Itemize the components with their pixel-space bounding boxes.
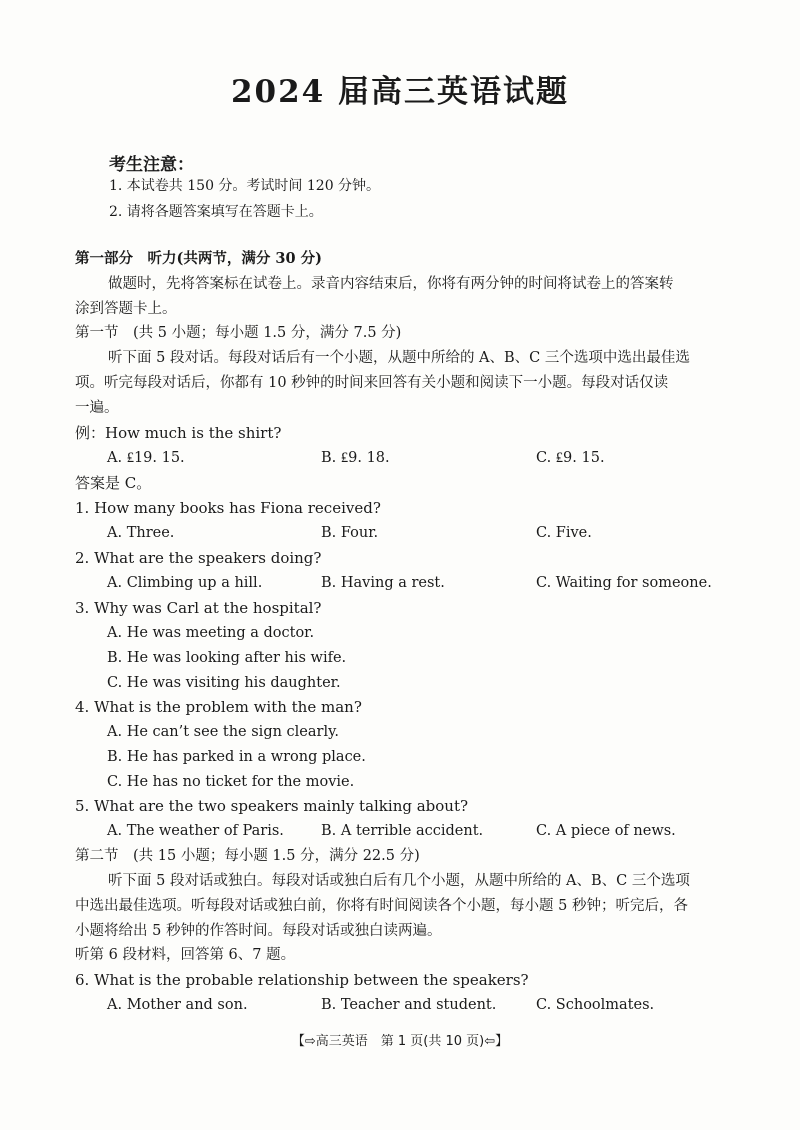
part1-intro-line1: 做题时，先将答案标在试卷上。录音内容结束后，你将有两分钟的时间将试卷上的答案转	[108, 276, 674, 292]
example-option-b: B. ₤9. 18.	[321, 450, 390, 466]
q3-option-a: A. He was meeting a doctor.	[107, 625, 315, 641]
q3-option-c: C. He was visiting his daughter.	[107, 675, 341, 691]
q2-option-c: C. Waiting for someone.	[536, 575, 712, 591]
question-5: 5. What are the two speakers mainly talking about?	[75, 797, 469, 815]
notice-item-2: 2. 请将各题答案填写在答题卡上。	[109, 204, 323, 220]
question-6: 6. What is the probable relationship between the speakers?	[75, 971, 529, 989]
section1-instructions	[75, 346, 730, 421]
part1-intro	[75, 272, 730, 322]
section1-heading: 第一节 (共 5 小题；每小题 1.5 分，满分 7.5 分)	[75, 325, 402, 341]
q2-option-a: A. Climbing up a hill.	[107, 575, 263, 591]
q4-option-a: A. He can’t see the sign clearly.	[107, 724, 339, 740]
section2-heading: 第二节 (共 15 小题；每小题 1.5 分，满分 22.5 分)	[75, 848, 420, 864]
q6-option-b: B. Teacher and student.	[321, 997, 497, 1013]
q1-option-b: B. Four.	[321, 525, 379, 541]
page-title: 2024 届高三英语试题	[230, 74, 570, 110]
q4-option-c: C. He has no ticket for the movie.	[107, 774, 355, 790]
question-4: 4. What is the problem with the man?	[75, 698, 362, 716]
notice-heading: 考生注意：	[109, 155, 194, 175]
q3-option-b: B. He was looking after his wife.	[107, 650, 347, 666]
question-1: 1. How many books has Fiona received?	[75, 499, 381, 517]
part1-intro-line2: 涂到答题卡上。	[75, 301, 177, 317]
example-option-c: C. ₤9. 15.	[536, 450, 605, 466]
section2-instr-line1: 听下面 5 段对话或独白。每段对话或独白后有几个小题，从题中所给的 A、B、C 三个选项	[108, 873, 690, 889]
section2-instructions	[75, 869, 730, 944]
q1-option-c: C. Five.	[536, 525, 592, 541]
section2-instr-line2: 中选出最佳选项。听每段对话或独白前，你将有时间阅读各个小题，每小题 5 秒钟；听完后，各	[75, 898, 688, 914]
question-2: 2. What are the speakers doing?	[75, 549, 322, 567]
section1-instr-line2: 项。听完每段对话后，你都有 10 秒钟的时间来回答有关小题和阅读下一小题。每段对话仅读	[75, 375, 669, 391]
question-3: 3. Why was Carl at the hospital?	[75, 599, 322, 617]
q2-option-b: B. Having a rest.	[321, 575, 445, 591]
section2-instr-line3: 小题将给出 5 秒钟的作答时间。每段对话或独白读两遍。	[75, 923, 442, 939]
q5-option-b: B. A terrible accident.	[321, 823, 484, 839]
material-6-instruction: 听第 6 段材料，回答第 6、7 题。	[75, 947, 296, 963]
q5-option-c: C. A piece of news.	[536, 823, 676, 839]
q5-option-a: A. The weather of Paris.	[107, 823, 284, 839]
example-option-a: A. ₤19. 15.	[107, 450, 185, 466]
section1-instr-line1: 听下面 5 段对话。每段对话后有一个小题，从题中所给的 A、B、C 三个选项中选出最佳选	[108, 350, 690, 366]
q6-option-a: A. Mother and son.	[107, 997, 248, 1013]
page-footer: 【⇨高三英语 第 1 页(共 10 页)⇦】	[291, 1034, 509, 1049]
example-question: 例：How much is the shirt?	[75, 424, 282, 442]
section1-instr-line3: 一遍。	[75, 400, 119, 416]
q4-option-b: B. He has parked in a wrong place.	[107, 749, 366, 765]
q1-option-a: A. Three.	[107, 525, 175, 541]
example-answer: 答案是 C。	[75, 474, 152, 492]
q6-option-c: C. Schoolmates.	[536, 997, 655, 1013]
notice-item-1: 1. 本试卷共 150 分。考试时间 120 分钟。	[109, 178, 381, 194]
part1-heading: 第一部分 听力(共两节，满分 30 分)	[75, 250, 322, 267]
